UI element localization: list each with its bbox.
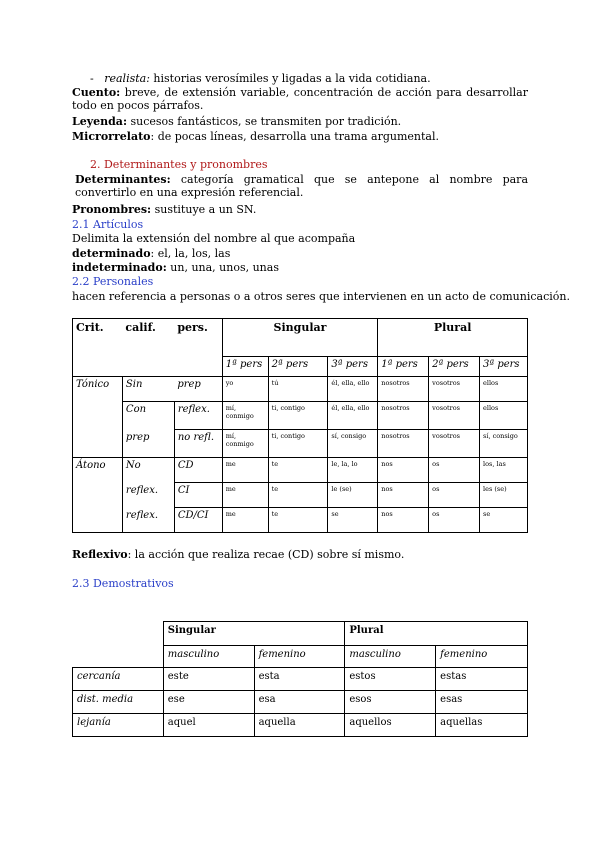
personales-text: hacen referencia a personas o a otros seres que intervienen en un acto de comunicación. (72, 290, 570, 303)
sub-2-1-heading: 2.1 Artículos (72, 218, 144, 231)
det-text: categoría gramatical que se antepone al nombre para convertirlo en una expresión referencial. (75, 173, 528, 199)
determinado-line (72, 247, 230, 260)
col-masc-pl: masculino (345, 646, 436, 668)
col-3pers-sg: 3ª pers (328, 357, 378, 377)
row-cd: CD (174, 458, 222, 483)
row-atono: Átono (73, 458, 123, 533)
table-cell: nos (378, 483, 429, 508)
table-cell: le (se) (328, 483, 378, 508)
row-label: cercanía (73, 668, 164, 691)
table-cell: os (429, 483, 480, 508)
row-norefl: no refl. (174, 430, 222, 458)
table-cell: vosotros (429, 402, 480, 430)
table-cell: se (328, 508, 378, 533)
sub-2-3-heading: 2.3 Demostrativos (72, 577, 174, 590)
table-cell: esas (436, 691, 528, 714)
header-calif: calif. (122, 319, 174, 377)
micro-line (72, 130, 439, 143)
table-cell: nosotros (378, 402, 429, 430)
personales-table (72, 318, 528, 533)
table-cell: sí, consigo (480, 430, 528, 458)
reflexivo-line (72, 548, 404, 561)
empty-corner (73, 622, 164, 646)
col-3pers-pl: 3ª pers (480, 357, 528, 377)
section-2-heading: 2. Determinantes y pronombres (90, 158, 268, 171)
table-cell: nos (378, 508, 429, 533)
micro-text: : de pocas líneas, desarrolla una trama argumental. (150, 130, 439, 143)
col-2pers-sg: 2ª pers (268, 357, 328, 377)
row-reflex: reflex. (174, 402, 222, 430)
table-cell: sí, consigo (328, 430, 378, 458)
table-cell: te (268, 458, 328, 483)
table-cell: ese (163, 691, 254, 714)
determinado-text: : el, la, los, las (150, 247, 231, 260)
header-singular: Singular (222, 319, 378, 357)
col-1pers-sg: 1ª pers (222, 357, 268, 377)
table-cell: ti, contigo (268, 402, 328, 430)
table-cell: él, ella, ello (328, 402, 378, 430)
header-crit: Crit. (73, 319, 123, 377)
row-label: dist. media (73, 691, 164, 714)
table-cell: esa (254, 691, 345, 714)
realista-line: - realista: historias verosímiles y ligadas a la vida cotidiana. (90, 72, 431, 85)
demostrativos-table (72, 621, 528, 737)
table-cell: nosotros (378, 377, 429, 402)
table-cell: le, la, lo (328, 458, 378, 483)
table-cell: mí, conmigo (222, 430, 268, 458)
indeterminado-label: indeterminado: (72, 261, 167, 274)
table-cell: aquel (163, 714, 254, 737)
table-cell: me (222, 458, 268, 483)
realista-label: realista: (104, 72, 150, 85)
table-cell: me (222, 483, 268, 508)
row-cdci: CD/CI (174, 508, 222, 533)
table-cell: ti, contigo (268, 430, 328, 458)
cuento-label: Cuento: (72, 86, 121, 99)
row-prep2: prep (122, 430, 174, 458)
row-reflex3: reflex. (122, 508, 174, 533)
row-prep: prep (174, 377, 222, 402)
table-cell: se (480, 508, 528, 533)
table-cell: mí, conmigo (222, 402, 268, 430)
table-cell: os (429, 508, 480, 533)
leyenda-text: sucesos fantásticos, se transmiten por tradición. (127, 115, 402, 128)
leyenda-label: Leyenda: (72, 115, 127, 128)
table-cell: aquellas (436, 714, 528, 737)
table-cell: esta (254, 668, 345, 691)
row-label: lejanía (73, 714, 164, 737)
cuento-para (72, 86, 528, 112)
row-no: No (122, 458, 174, 483)
table-cell: vosotros (429, 430, 480, 458)
table-cell: aquellos (345, 714, 436, 737)
table-cell: él, ella, ello (328, 377, 378, 402)
table-cell: esos (345, 691, 436, 714)
table-cell: los, las (480, 458, 528, 483)
sub-2-2-heading: 2.2 Personales (72, 275, 154, 288)
header-plural-dem: Plural (345, 622, 528, 646)
row-sin: Sin (122, 377, 174, 402)
row-ci: CI (174, 483, 222, 508)
pronombres-line (72, 203, 256, 216)
table-cell: os (429, 458, 480, 483)
table-cell: ellos (480, 377, 528, 402)
table-cell: nosotros (378, 430, 429, 458)
table-cell: aquella (254, 714, 345, 737)
table-cell: te (268, 508, 328, 533)
table-cell: les (se) (480, 483, 528, 508)
table-cell: estas (436, 668, 528, 691)
table-cell: me (222, 508, 268, 533)
indeterminado-text: un, una, unos, unas (166, 261, 279, 274)
row-reflex2: reflex. (122, 483, 174, 508)
col-2pers-pl: 2ª pers (429, 357, 480, 377)
row-tonico: Tónico (73, 377, 123, 458)
indeterminado-line (72, 261, 279, 274)
table-cell: yo (222, 377, 268, 402)
pron-text: sustituye a un SN. (151, 203, 257, 216)
pron-label: Pronombres: (72, 203, 152, 216)
col-masc-sg: masculino (163, 646, 254, 668)
header-singular-dem: Singular (163, 622, 345, 646)
reflexivo-text: : la acción que realiza recae (CD) sobre sí mismo. (127, 548, 405, 561)
table-cell: estos (345, 668, 436, 691)
determinado-label: determinado (72, 247, 151, 260)
table-cell: este (163, 668, 254, 691)
col-fem-pl: femenino (436, 646, 528, 668)
cuento-text: breve, de extensión variable, concentración de acción para desarrollar todo en pocos párrafos. (72, 86, 528, 112)
realista-text: historias verosímiles y ligadas a la vida cotidiana. (149, 72, 431, 85)
table-cell: te (268, 483, 328, 508)
determinantes-para (75, 173, 528, 199)
header-pers: pers. (174, 319, 222, 377)
table-cell: nos (378, 458, 429, 483)
leyenda-line (72, 115, 401, 128)
table-cell: vosotros (429, 377, 480, 402)
col-fem-sg: femenino (254, 646, 345, 668)
reflexivo-label: Reflexivo (72, 548, 128, 561)
table-cell: ellos (480, 402, 528, 430)
micro-label: Microrrelato (72, 130, 151, 143)
col-1pers-pl: 1ª pers (378, 357, 429, 377)
table-cell: tú (268, 377, 328, 402)
header-plural: Plural (378, 319, 528, 357)
det-label: Determinantes: (75, 173, 171, 186)
row-con: Con (122, 402, 174, 430)
articulos-def: Delimita la extensión del nombre al que acompaña (72, 232, 356, 245)
empty-cell (73, 646, 164, 668)
